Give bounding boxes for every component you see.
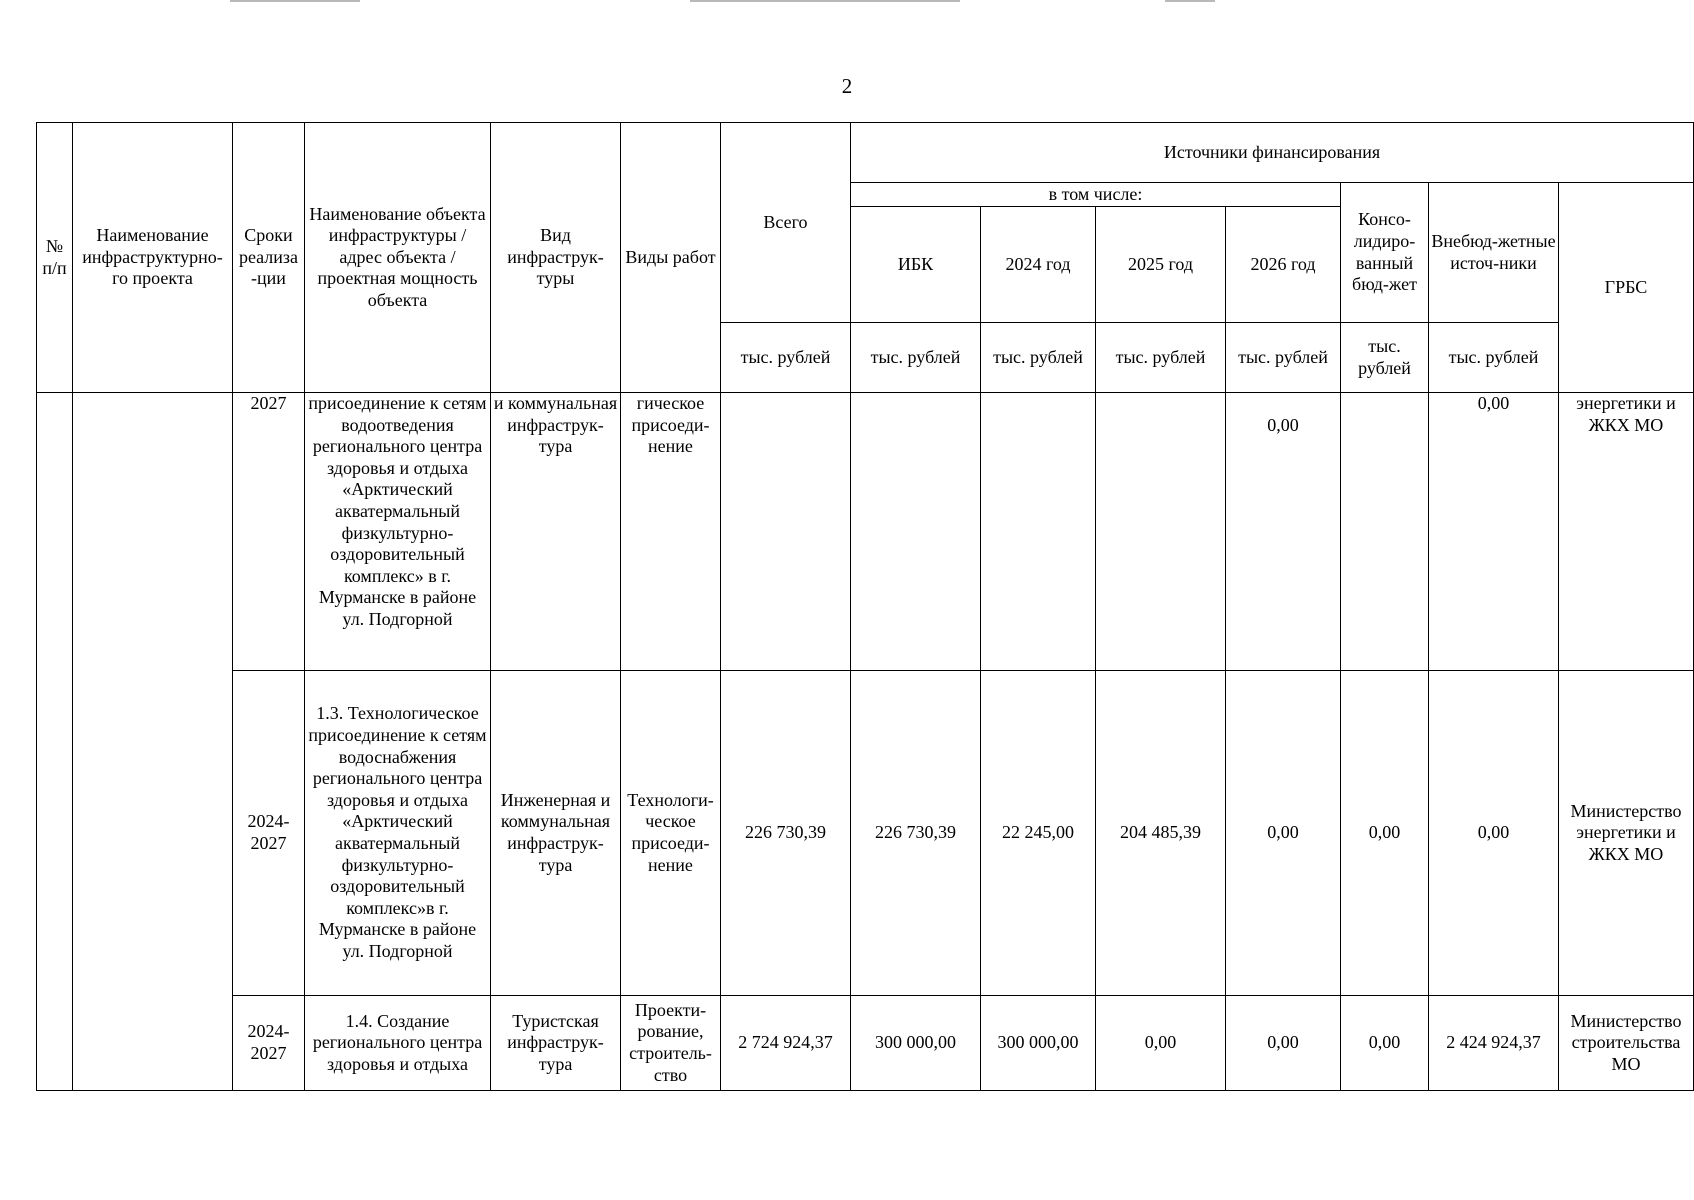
cell-project (73, 393, 233, 1091)
header-infra-type: Вид инфраструк-туры (491, 123, 621, 393)
header-num: № п/п (37, 123, 73, 393)
header-including: в том числе: (851, 183, 1341, 207)
cell-consolidated: 0,00 (1341, 671, 1429, 996)
cell-terms: 2027 (233, 393, 305, 671)
cell-2025: 0,00 (1096, 996, 1226, 1091)
cell-2026: 0,00 (1226, 996, 1341, 1091)
table-row (37, 671, 1694, 996)
cell-2024: 300 000,00 (981, 996, 1096, 1091)
cell-work-type: Проекти-рование, строитель-ство (621, 996, 721, 1091)
header-2026: 2026 год (1226, 207, 1341, 323)
cell-2024 (981, 393, 1096, 671)
cell-object: 1.4. Создание регионального центра здоровья и отдыха (305, 996, 491, 1091)
scan-artifact-2 (690, 0, 960, 2)
unit-2026: тыс. рублей (1226, 323, 1341, 393)
header-project: Наименование инфраструктурно-го проекта (73, 123, 233, 393)
cell-2025: 204 485,39 (1096, 671, 1226, 996)
header-2024: 2024 год (981, 207, 1096, 323)
cell-extrabudget: 0,00 (1429, 671, 1559, 996)
cell-2026: 0,00 (1226, 671, 1341, 996)
cell-total: 226 730,39 (721, 671, 851, 996)
cell-ibk (851, 393, 981, 671)
cell-grbs: энергетики и ЖКХ МО (1559, 393, 1694, 671)
header-total: Всего (721, 123, 851, 323)
cell-infra-type: Инженерная и коммунальная инфраструк-тура (491, 671, 621, 996)
cell-total (721, 393, 851, 671)
cell-infra-type: и коммунальная инфраструк-тура (491, 393, 621, 671)
scan-artifact-1 (230, 0, 360, 2)
cell-ibk: 300 000,00 (851, 996, 981, 1091)
cell-2025 (1096, 393, 1226, 671)
header-grbs: ГРБС (1559, 183, 1694, 393)
table-header (37, 123, 1694, 393)
cell-num (37, 393, 73, 1091)
scan-artifact-3 (1165, 0, 1215, 2)
cell-2026: 0,00 (1226, 393, 1341, 671)
page-number: 2 (841, 74, 853, 98)
unit-ibk: тыс. рублей (851, 323, 981, 393)
unit-total: тыс. рублей (721, 323, 851, 393)
header-work-type: Виды работ (621, 123, 721, 393)
cell-consolidated: 0,00 (1341, 996, 1429, 1091)
header-2025: 2025 год (1096, 207, 1226, 323)
cell-object: 1.3. Технологическое присоединение к сетям водоснабжения регионального центра здоровья и отдыха «Арктический акватермальный физкультурно-оздоровительный комплекс»в г. Мурманске в районе ул. Подгорной (305, 671, 491, 996)
cell-extrabudget: 0,00 (1429, 393, 1559, 671)
header-terms: Сроки реализа -ции (233, 123, 305, 393)
unit-extrabudget: тыс. рублей (1429, 323, 1559, 393)
header-ibk: ИБК (851, 207, 981, 323)
cell-infra-type: Туристская инфраструк-тура (491, 996, 621, 1091)
table-row (37, 996, 1694, 1091)
cell-2024: 22 245,00 (981, 671, 1096, 996)
cell-work-type: гическое присоеди-нение (621, 393, 721, 671)
table-body (37, 393, 1694, 1091)
header-sources: Источники финансирования (851, 123, 1694, 183)
cell-consolidated (1341, 393, 1429, 671)
cell-total: 2 724 924,37 (721, 996, 851, 1091)
cell-grbs: Министерство строительства МО (1559, 996, 1694, 1091)
cell-extrabudget: 2 424 924,37 (1429, 996, 1559, 1091)
cell-grbs: Министерство энергетики и ЖКХ МО (1559, 671, 1694, 996)
unit-consolidated: тыс. рублей (1341, 323, 1429, 393)
unit-2024: тыс. рублей (981, 323, 1096, 393)
header-object: Наименование объекта инфраструктуры / адрес объекта / проектная мощность объекта (305, 123, 491, 393)
cell-object: присоединение к сетям водоотведения регионального центра здоровья и отдыха «Арктический акватермальный физкультурно-оздоровительный комплекс» в г. Мурманске в районе ул. Подгорной (305, 393, 491, 671)
cell-work-type: Технологи-ческое присоеди-нение (621, 671, 721, 996)
header-consolidated: Консо-лидиро-ванный бюд-жет (1341, 183, 1429, 323)
table-row (37, 393, 1694, 671)
unit-2025: тыс. рублей (1096, 323, 1226, 393)
financing-table (36, 122, 1694, 1091)
header-extrabudget: Внебюд-жетные источ-ники (1429, 183, 1559, 323)
cell-terms: 2024-2027 (233, 996, 305, 1091)
cell-ibk: 226 730,39 (851, 671, 981, 996)
cell-terms: 2024-2027 (233, 671, 305, 996)
